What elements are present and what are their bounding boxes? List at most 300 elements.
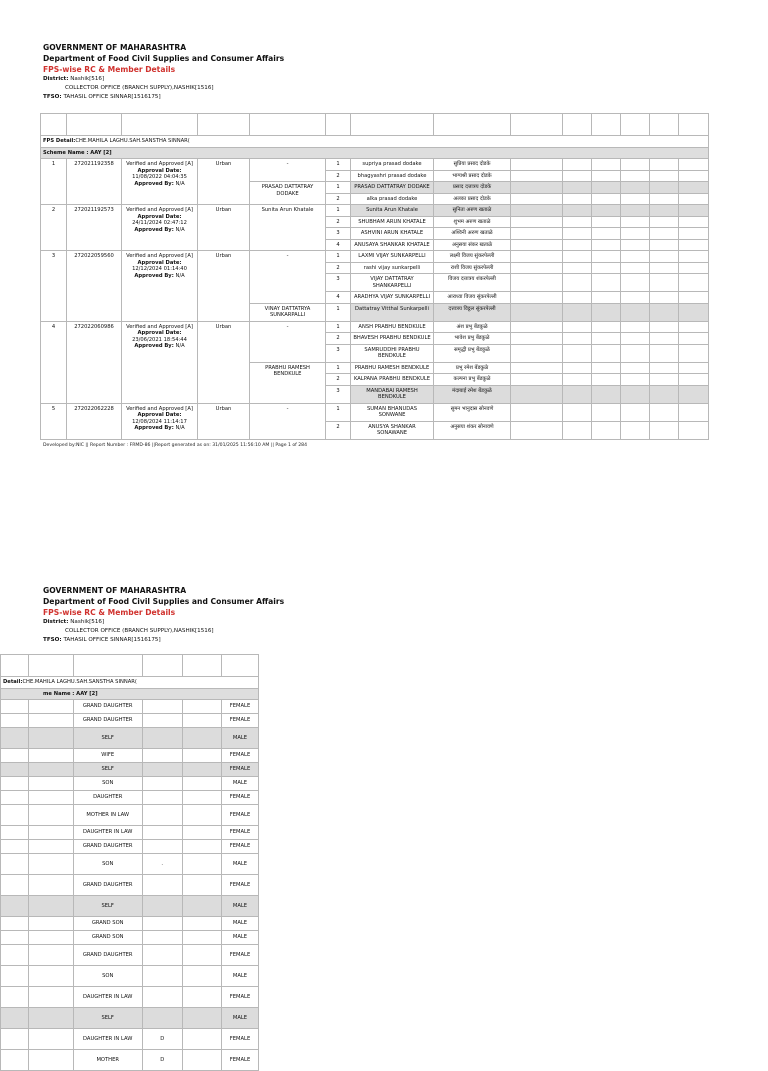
govt-title: GOVERNMENT OF MAHARASHTRA <box>43 586 187 595</box>
member-number: 2 <box>326 262 351 274</box>
empty-cell <box>679 193 709 205</box>
empty-cell <box>621 403 650 421</box>
empty-cell <box>650 344 679 362</box>
family-head: VINAY DATTATRYA SUNKARPALLI <box>250 303 326 321</box>
gender: FEMALE <box>222 1050 259 1071</box>
empty-cell <box>621 374 650 386</box>
empty-cell <box>1 896 29 917</box>
empty-cell <box>679 292 709 304</box>
gender: FEMALE <box>222 749 259 763</box>
empty-cell <box>28 763 73 777</box>
empty-cell <box>511 205 563 217</box>
relation: SELF <box>73 896 142 917</box>
empty-cell <box>621 239 650 251</box>
empty-cell <box>563 421 592 439</box>
area-type: Urban <box>198 403 250 439</box>
office-line: COLLECTOR OFFICE (BRANCH SUPPLY),NASHIK[1516] <box>65 628 214 634</box>
relation: SON <box>73 966 142 987</box>
extra-value: D <box>142 1050 182 1071</box>
member-name-marathi: भाग्यश्री प्रसाद दोडके <box>434 170 511 182</box>
empty-cell <box>650 182 679 194</box>
gender: FEMALE <box>222 945 259 966</box>
dept-title: Department of Food Civil Supplies and Consumer Affairs <box>43 54 285 63</box>
empty-cell <box>1 1050 29 1071</box>
empty-cell <box>1 945 29 966</box>
member-number: 2 <box>326 216 351 228</box>
empty-cell <box>592 362 621 374</box>
empty-cell <box>621 292 650 304</box>
continuation-row <box>1 749 259 763</box>
gender: MALE <box>222 728 259 749</box>
member-number: 1 <box>326 321 351 333</box>
empty-cell <box>511 216 563 228</box>
relation: SON <box>73 777 142 791</box>
report-header <box>43 42 743 102</box>
empty-cell <box>679 403 709 421</box>
empty-cell <box>621 216 650 228</box>
continuation-row <box>1 1050 259 1071</box>
extra-value <box>142 1008 182 1029</box>
family-head: - <box>250 159 326 182</box>
empty-cell <box>563 170 592 182</box>
empty-cell <box>1 875 29 896</box>
empty-cell <box>621 333 650 345</box>
empty-cell <box>511 170 563 182</box>
member-number: 1 <box>326 403 351 421</box>
empty-cell <box>650 321 679 333</box>
empty-cell <box>1 987 29 1008</box>
empty-cell <box>650 228 679 240</box>
blank-header-row <box>41 114 709 136</box>
member-row <box>41 205 709 217</box>
approval-status: Verified and Approved [A] Approval Date: 11/08/2022 04:04:35 Approved By: N/A <box>122 159 198 205</box>
fps-detail-row <box>41 136 709 148</box>
continuation-row <box>1 791 259 805</box>
approval-date: 24/11/2024 02:47:12 <box>132 220 187 226</box>
empty-cell <box>563 344 592 362</box>
relation: MOTHER <box>73 1050 142 1071</box>
empty-cell <box>592 344 621 362</box>
member-name: SUMAN BHANUDAS SONWANE <box>351 403 434 421</box>
approval-status: Verified and Approved [A] Approval Date: 12/12/2024 01:14:40 Approved By: N/A <box>122 251 198 322</box>
member-number: 1 <box>326 251 351 263</box>
member-number: 1 <box>326 362 351 374</box>
continuation-row <box>1 728 259 749</box>
empty-cell <box>621 274 650 292</box>
empty-cell <box>650 170 679 182</box>
member-name: bhagyashri prasad dodake <box>351 170 434 182</box>
relation: DAUGHTER IN LAW <box>73 987 142 1008</box>
empty-cell <box>592 333 621 345</box>
extra-value <box>142 700 182 714</box>
empty-cell <box>621 362 650 374</box>
empty-cell <box>28 917 73 931</box>
empty-cell <box>679 251 709 263</box>
continuation-row <box>1 700 259 714</box>
member-name-marathi: अनुसया शंकर सोनावणे <box>434 421 511 439</box>
approval-date: 23/06/2021 18:54:44 <box>132 336 187 343</box>
gender: FEMALE <box>222 1029 259 1050</box>
empty-cell <box>1 1008 29 1029</box>
continuation-row <box>1 1008 259 1029</box>
approved-by: N/A <box>175 226 185 233</box>
member-row <box>41 159 709 171</box>
empty-cell <box>511 251 563 263</box>
empty-cell <box>592 159 621 171</box>
empty-cell <box>563 228 592 240</box>
member-name: Sunita Arun Khatale <box>351 205 434 217</box>
gender: MALE <box>222 854 259 875</box>
extra-value-2 <box>182 840 221 854</box>
empty-cell <box>679 274 709 292</box>
extra-value-2 <box>182 763 221 777</box>
empty-cell <box>28 875 73 896</box>
member-name-marathi: लक्ष्मी विजय सुंकरपेल्ली <box>434 251 511 263</box>
rc-number: 272021192358 <box>67 159 122 205</box>
member-name-marathi: समृद्धी प्रभु बेंडकुळे <box>434 344 511 362</box>
extra-value-2 <box>182 700 221 714</box>
empty-cell <box>28 777 73 791</box>
member-row <box>41 251 709 263</box>
empty-cell <box>28 714 73 728</box>
empty-cell <box>592 170 621 182</box>
empty-cell <box>621 228 650 240</box>
empty-cell <box>563 362 592 374</box>
extra-value-2 <box>182 777 221 791</box>
gender: MALE <box>222 896 259 917</box>
extra-value: . <box>142 854 182 875</box>
blank-header-row <box>1 655 259 677</box>
member-name-marathi: प्रसाद दत्तात्रय दोडके <box>434 182 511 194</box>
rc-number: 272022060986 <box>67 321 122 403</box>
empty-cell <box>621 385 650 403</box>
approval-date: 12/08/2024 11:14:17 <box>132 418 187 425</box>
empty-cell <box>621 159 650 171</box>
empty-cell <box>592 205 621 217</box>
gender: FEMALE <box>222 700 259 714</box>
extra-value-2 <box>182 966 221 987</box>
extra-value-2 <box>182 896 221 917</box>
extra-value-2 <box>182 931 221 945</box>
member-number: 1 <box>326 182 351 194</box>
empty-cell <box>563 292 592 304</box>
approved-by: N/A <box>175 272 185 279</box>
report-title: FPS-wise RC & Member Details <box>43 608 176 617</box>
empty-cell <box>679 159 709 171</box>
empty-cell <box>592 216 621 228</box>
empty-cell <box>650 292 679 304</box>
empty-cell <box>1 791 29 805</box>
extra-value <box>142 875 182 896</box>
member-name: KALPANA PRABHU BENDKULE <box>351 374 434 386</box>
member-name: BHAVESH PRABHU BENDKULE <box>351 333 434 345</box>
fps-label: FPS Detail: <box>43 138 76 144</box>
relation: GRAND DAUGHTER <box>73 840 142 854</box>
empty-cell <box>650 205 679 217</box>
gender: MALE <box>222 931 259 945</box>
extra-value <box>142 896 182 917</box>
area-type: Urban <box>198 251 250 322</box>
empty-cell <box>679 421 709 439</box>
extra-value-2 <box>182 1029 221 1050</box>
empty-cell <box>592 421 621 439</box>
empty-cell <box>650 333 679 345</box>
empty-cell <box>28 826 73 840</box>
report-title: FPS-wise RC & Member Details <box>43 65 176 74</box>
empty-cell <box>1 931 29 945</box>
empty-cell <box>592 403 621 421</box>
member-number: 4 <box>326 292 351 304</box>
extra-value-2 <box>182 1008 221 1029</box>
empty-cell <box>650 403 679 421</box>
extra-value-2 <box>182 945 221 966</box>
extra-value <box>142 945 182 966</box>
extra-value-2 <box>182 854 221 875</box>
empty-cell <box>679 170 709 182</box>
empty-cell <box>28 987 73 1008</box>
report-footer: Developed by:NIC || Report Number : FRMD-86 ||Report generated as on: 31/01/2025 11:56:10 AM || Page 1 of 284 <box>43 443 308 448</box>
member-name: ANUSAYA SHANKAR KHATALE <box>351 239 434 251</box>
continuation-row <box>1 917 259 931</box>
empty-cell <box>28 700 73 714</box>
empty-cell <box>592 374 621 386</box>
serial-number: 3 <box>41 251 67 322</box>
empty-cell <box>1 840 29 854</box>
empty-cell <box>563 205 592 217</box>
member-number: 2 <box>326 374 351 386</box>
relation: SELF <box>73 728 142 749</box>
empty-cell <box>650 216 679 228</box>
empty-cell <box>563 216 592 228</box>
member-name: Dattatray Vitthal Sunkarpelli <box>351 303 434 321</box>
relation: GRAND DAUGHTER <box>73 714 142 728</box>
extra-value-2 <box>182 805 221 826</box>
empty-cell <box>511 374 563 386</box>
member-name-marathi: मंदाबाई रमेश बेंडकुळे <box>434 385 511 403</box>
extra-value <box>142 728 182 749</box>
empty-cell <box>621 262 650 274</box>
empty-cell <box>563 385 592 403</box>
member-name: PRABHU RAMESH BENDKULE <box>351 362 434 374</box>
empty-cell <box>621 344 650 362</box>
continuation-row <box>1 987 259 1008</box>
serial-number: 4 <box>41 321 67 403</box>
empty-cell <box>1 826 29 840</box>
serial-number: 1 <box>41 159 67 205</box>
extra-value <box>142 714 182 728</box>
empty-cell <box>28 728 73 749</box>
empty-cell <box>621 170 650 182</box>
empty-cell <box>679 362 709 374</box>
empty-cell <box>621 303 650 321</box>
empty-cell <box>621 251 650 263</box>
member-number: 3 <box>326 228 351 240</box>
empty-cell <box>563 374 592 386</box>
empty-cell <box>1 805 29 826</box>
empty-cell <box>679 205 709 217</box>
member-name: VIJAY DATTATRAY SHANKARPELLI <box>351 274 434 292</box>
approved-by: N/A <box>175 343 185 349</box>
member-number: 2 <box>326 170 351 182</box>
empty-cell <box>1 714 29 728</box>
member-number: 3 <box>326 344 351 362</box>
rc-number: 272022059560 <box>67 251 122 322</box>
district-line: District: Nashik[516] <box>43 619 105 625</box>
empty-cell <box>592 193 621 205</box>
member-name-marathi: अलका प्रसाद दोडके <box>434 193 511 205</box>
member-name-marathi: सुमन भानुदास सोनवणे <box>434 403 511 421</box>
govt-title: GOVERNMENT OF MAHARASHTRA <box>43 43 187 52</box>
member-name: MANDABAI RAMESH BENDKULE <box>351 385 434 403</box>
extra-value-2 <box>182 875 221 896</box>
gender: FEMALE <box>222 840 259 854</box>
gender: MALE <box>222 966 259 987</box>
district-line: District: Nashik[516] <box>43 76 105 82</box>
member-name: SAMRUDDHI PRABHU BENDKULE <box>351 344 434 362</box>
empty-cell <box>28 840 73 854</box>
empty-cell <box>511 321 563 333</box>
member-number: 2 <box>326 193 351 205</box>
relation: SON <box>73 854 142 875</box>
empty-cell <box>592 292 621 304</box>
gender: FEMALE <box>222 714 259 728</box>
approval-date: 11/08/2022 04:04:35 <box>132 174 187 180</box>
approval-status: Verified and Approved [A] Approval Date: 24/11/2024 02:47:12 Approved By: N/A <box>122 205 198 251</box>
empty-cell <box>563 274 592 292</box>
extra-value-2 <box>182 826 221 840</box>
continuation-table <box>0 654 259 1071</box>
continuation-row <box>1 840 259 854</box>
approved-by: N/A <box>175 180 185 187</box>
empty-cell <box>28 896 73 917</box>
member-number: 1 <box>326 205 351 217</box>
empty-cell <box>511 403 563 421</box>
member-name-marathi: अनुसया संकर खताळे <box>434 239 511 251</box>
relation: DAUGHTER IN LAW <box>73 1029 142 1050</box>
empty-cell <box>1 1029 29 1050</box>
member-name-marathi: सुप्रिया प्रसाद दोडके <box>434 159 511 171</box>
rc-number: 272022062228 <box>67 403 122 439</box>
gender: MALE <box>222 777 259 791</box>
extra-value <box>142 966 182 987</box>
approval-status: Verified and Approved [A] Approval Date: 23/06/2021 18:54:44 Approved By: N/A <box>122 321 198 403</box>
empty-cell <box>563 182 592 194</box>
empty-cell <box>1 854 29 875</box>
tfso-line: TFSO: TAHASIL OFFICE SINNAR[1516175] <box>43 94 161 100</box>
extra-value <box>142 987 182 1008</box>
empty-cell <box>511 182 563 194</box>
empty-cell <box>1 917 29 931</box>
empty-cell <box>28 854 73 875</box>
dept-title: Department of Food Civil Supplies and Consumer Affairs <box>43 597 285 606</box>
empty-cell <box>592 303 621 321</box>
family-head: - <box>250 251 326 304</box>
office-line: COLLECTOR OFFICE (BRANCH SUPPLY),NASHIK[1516] <box>65 85 214 91</box>
empty-cell <box>511 159 563 171</box>
continuation-row <box>1 763 259 777</box>
empty-cell <box>28 791 73 805</box>
member-number: 4 <box>326 239 351 251</box>
member-name: LAXMI VIJAY SUNKARPELLI <box>351 251 434 263</box>
area-type: Urban <box>198 321 250 403</box>
extra-value <box>142 777 182 791</box>
extra-value-2 <box>182 749 221 763</box>
relation: GRAND SON <box>73 917 142 931</box>
empty-cell <box>563 262 592 274</box>
empty-cell <box>28 945 73 966</box>
scheme-name: Scheme Name : AAY [2] <box>41 147 709 159</box>
gender: MALE <box>222 1008 259 1029</box>
empty-cell <box>511 292 563 304</box>
relation: GRAND DAUGHTER <box>73 875 142 896</box>
family-head: - <box>250 403 326 439</box>
member-name-marathi: कल्पना प्रभु बेंडकुळे <box>434 374 511 386</box>
relation: WIFE <box>73 749 142 763</box>
gender: FEMALE <box>222 791 259 805</box>
member-name-marathi: अंश प्रभु बेंडकुळे <box>434 321 511 333</box>
empty-cell <box>650 159 679 171</box>
tfso-line: TFSO: TAHASIL OFFICE SINNAR[1516175] <box>43 637 161 643</box>
extra-value <box>142 749 182 763</box>
empty-cell <box>28 1029 73 1050</box>
empty-cell <box>679 333 709 345</box>
member-number: 3 <box>326 274 351 292</box>
empty-cell <box>563 251 592 263</box>
empty-cell <box>511 421 563 439</box>
empty-cell <box>28 966 73 987</box>
gender: MALE <box>222 917 259 931</box>
continuation-row <box>1 931 259 945</box>
empty-cell <box>592 239 621 251</box>
relation: GRAND DAUGHTER <box>73 945 142 966</box>
member-name-marathi: दत्तात्रय विठ्ठल सुंकरपेल्ली <box>434 303 511 321</box>
empty-cell <box>511 333 563 345</box>
extra-value <box>142 931 182 945</box>
empty-cell <box>511 228 563 240</box>
area-type: Urban <box>198 205 250 251</box>
empty-cell <box>28 931 73 945</box>
extra-value-2 <box>182 987 221 1008</box>
empty-cell <box>592 385 621 403</box>
continuation-table-viewport <box>3 654 299 1063</box>
empty-cell <box>1 700 29 714</box>
continuation-row <box>1 826 259 840</box>
empty-cell <box>563 193 592 205</box>
empty-cell <box>679 303 709 321</box>
empty-cell <box>563 303 592 321</box>
relation: DAUGHTER IN LAW <box>73 826 142 840</box>
member-name: ASHVINI ARUN KHATALE <box>351 228 434 240</box>
member-name: ANUSYA SHANKAR SONAWANE <box>351 421 434 439</box>
member-name: rashi vijay sunkarpelli <box>351 262 434 274</box>
report-header-page-2 <box>43 585 743 645</box>
empty-cell <box>511 362 563 374</box>
empty-cell <box>563 321 592 333</box>
empty-cell <box>621 321 650 333</box>
empty-cell <box>679 385 709 403</box>
empty-cell <box>679 374 709 386</box>
empty-cell <box>592 251 621 263</box>
extra-value-2 <box>182 1050 221 1071</box>
gender: FEMALE <box>222 875 259 896</box>
extra-value <box>142 791 182 805</box>
scheme-row: me Name : AAY [2] <box>1 688 259 700</box>
member-details-table <box>40 113 709 440</box>
member-row <box>41 403 709 421</box>
extra-value <box>142 840 182 854</box>
relation: MOTHER IN LAW <box>73 805 142 826</box>
empty-cell <box>679 182 709 194</box>
